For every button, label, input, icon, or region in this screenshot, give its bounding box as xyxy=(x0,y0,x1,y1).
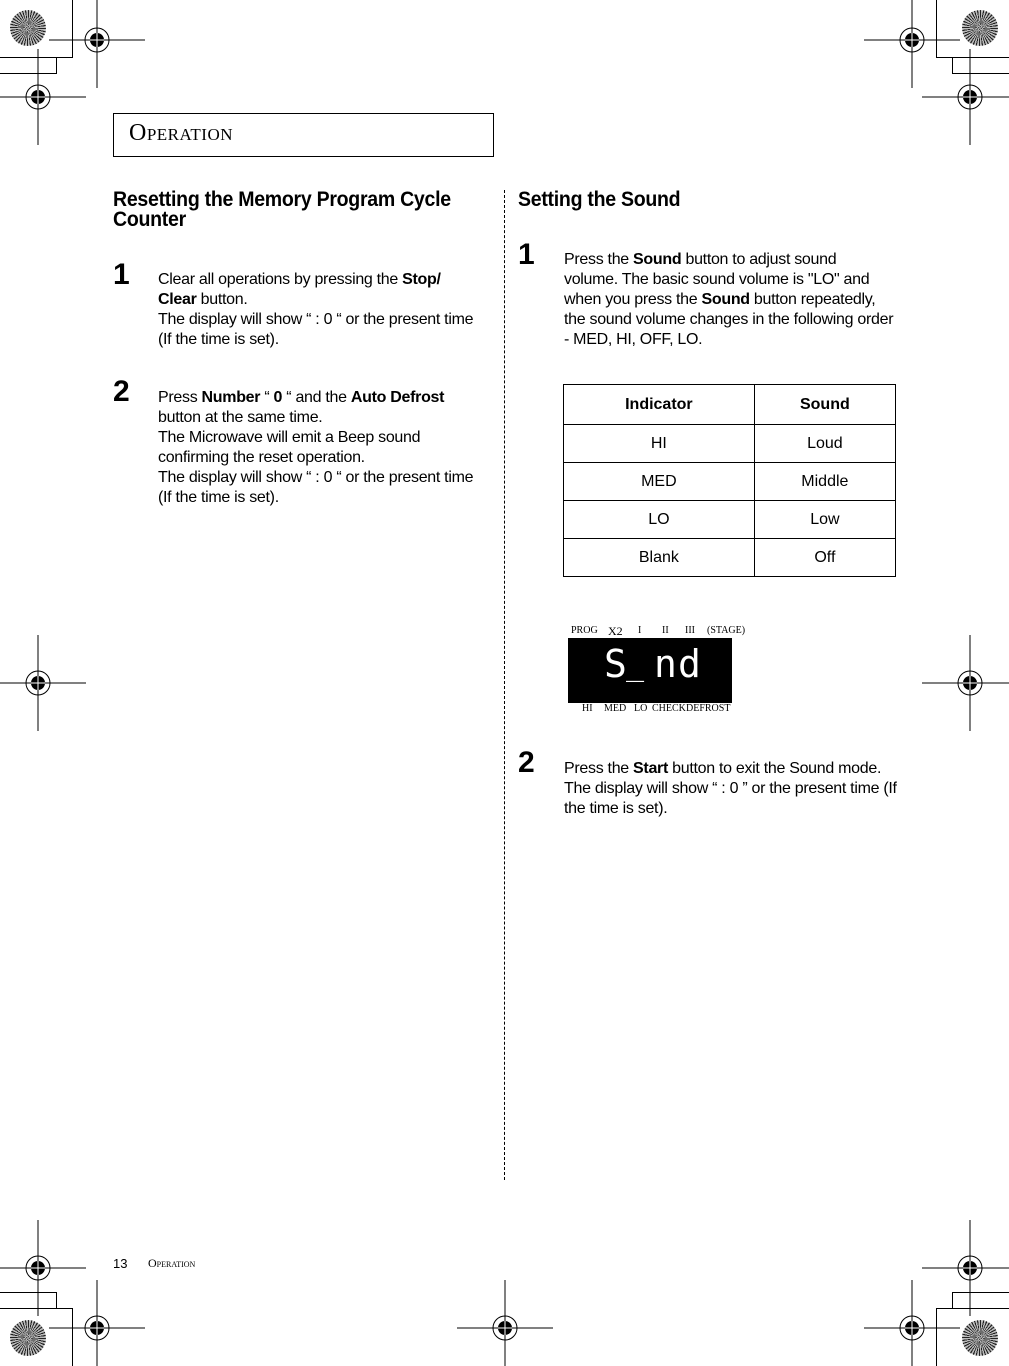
crop-line xyxy=(56,1292,57,1309)
right-heading: Setting the Sound xyxy=(518,188,681,211)
registration-mark-icon xyxy=(920,47,1009,147)
table-row: LO Low xyxy=(564,501,896,539)
step-number: 2 xyxy=(518,746,535,779)
column-header: Sound xyxy=(754,385,895,425)
step-text: Press the Sound button to adjust sound volume. The basic sound volume is "LO" and when you press the Sound button repeatedly, the sound volume changes in the following order - MED, HI, OFF, LO. xyxy=(564,251,894,348)
footer-section: Operation xyxy=(148,1256,196,1270)
crop-line xyxy=(0,57,73,58)
crop-starburst-icon xyxy=(962,10,998,46)
table-row: HI Loud xyxy=(564,425,896,463)
sound-table xyxy=(563,384,896,577)
step-number: 2 xyxy=(113,375,130,408)
crop-line xyxy=(0,1308,73,1309)
crop-line xyxy=(952,1292,953,1309)
crop-line xyxy=(72,1308,73,1366)
crop-line xyxy=(56,57,57,74)
section-header xyxy=(113,113,494,157)
step-text: Press Number “ 0 “ and the Auto Defrost button at the same time. The Microwave will emit a Beep sound confirming the reset operation. The display will show “ : 0 “ or the present time (If the time is set). xyxy=(158,389,474,506)
step-text: Clear all operations by pressing the Stop/ Clear button. The display will show “ : 0 “ or the present time (If the time is set). xyxy=(158,271,474,348)
crop-line xyxy=(936,1308,1009,1309)
crop-line xyxy=(936,0,937,58)
left-heading: Resetting the Memory Program Cycle Counter xyxy=(113,188,451,231)
registration-mark-icon xyxy=(920,633,1009,733)
crop-line xyxy=(952,1292,1009,1293)
crop-line xyxy=(0,1292,57,1293)
lcd-screen: S _ n d xyxy=(568,638,732,703)
crop-line xyxy=(952,57,953,74)
registration-mark-icon xyxy=(455,1278,555,1366)
manual-page: Operation Resetting the Memory Program Cycle Counter 1 Clear all operations by pressing the Stop/ Clear button. The display will show “ : 0 “ or the present time (If the time is set). 2 Press Number “ 0 “ and the Auto Defrost button at the same time. The Microwave will emit a Beep sound confirming the reset operation. The display will show “ : 0 “ or the present time (If the time is set). Setting the Sound 1 Press the Sound button to adjust sound volume. The basic sound volume is "LO" and when you press the Sound button repeatedly, the sound volume changes in the following order - MED, HI, OFF, LO. Indicator Sound HI Loud MED Middle LO Low Blank Off PROG X2 I II III (STAGE) S _ n d HI MED LO CHECK DEFROST 2 Press the Start button to exit the Sound mode. The display will show “ : 0 ” or the present time (If the time is set). 13 Operation xyxy=(0,0,1009,1366)
crop-starburst-icon xyxy=(10,1320,46,1356)
crop-line xyxy=(72,0,73,58)
registration-mark-icon xyxy=(0,633,88,733)
crop-starburst-icon xyxy=(962,1320,998,1356)
page-number: 13 xyxy=(113,1256,128,1271)
registration-mark-icon xyxy=(47,1278,147,1366)
crop-starburst-icon xyxy=(10,10,46,46)
crop-line xyxy=(936,1308,937,1366)
table-row: Blank Off xyxy=(564,539,896,577)
crop-line xyxy=(0,73,57,74)
step-text: Press the Start button to exit the Sound mode. The display will show “ : 0 ” or the present time (If the time is set). xyxy=(564,760,897,817)
step-number: 1 xyxy=(113,258,130,291)
column-divider xyxy=(504,190,505,1180)
crop-line xyxy=(952,73,1009,74)
registration-mark-icon xyxy=(862,1278,962,1366)
column-header: Indicator xyxy=(564,385,755,425)
step-number: 1 xyxy=(518,238,535,271)
section-title: Operation xyxy=(129,120,234,146)
crop-line xyxy=(936,57,1009,58)
registration-mark-icon xyxy=(0,47,88,147)
table-row: MED Middle xyxy=(564,463,896,501)
